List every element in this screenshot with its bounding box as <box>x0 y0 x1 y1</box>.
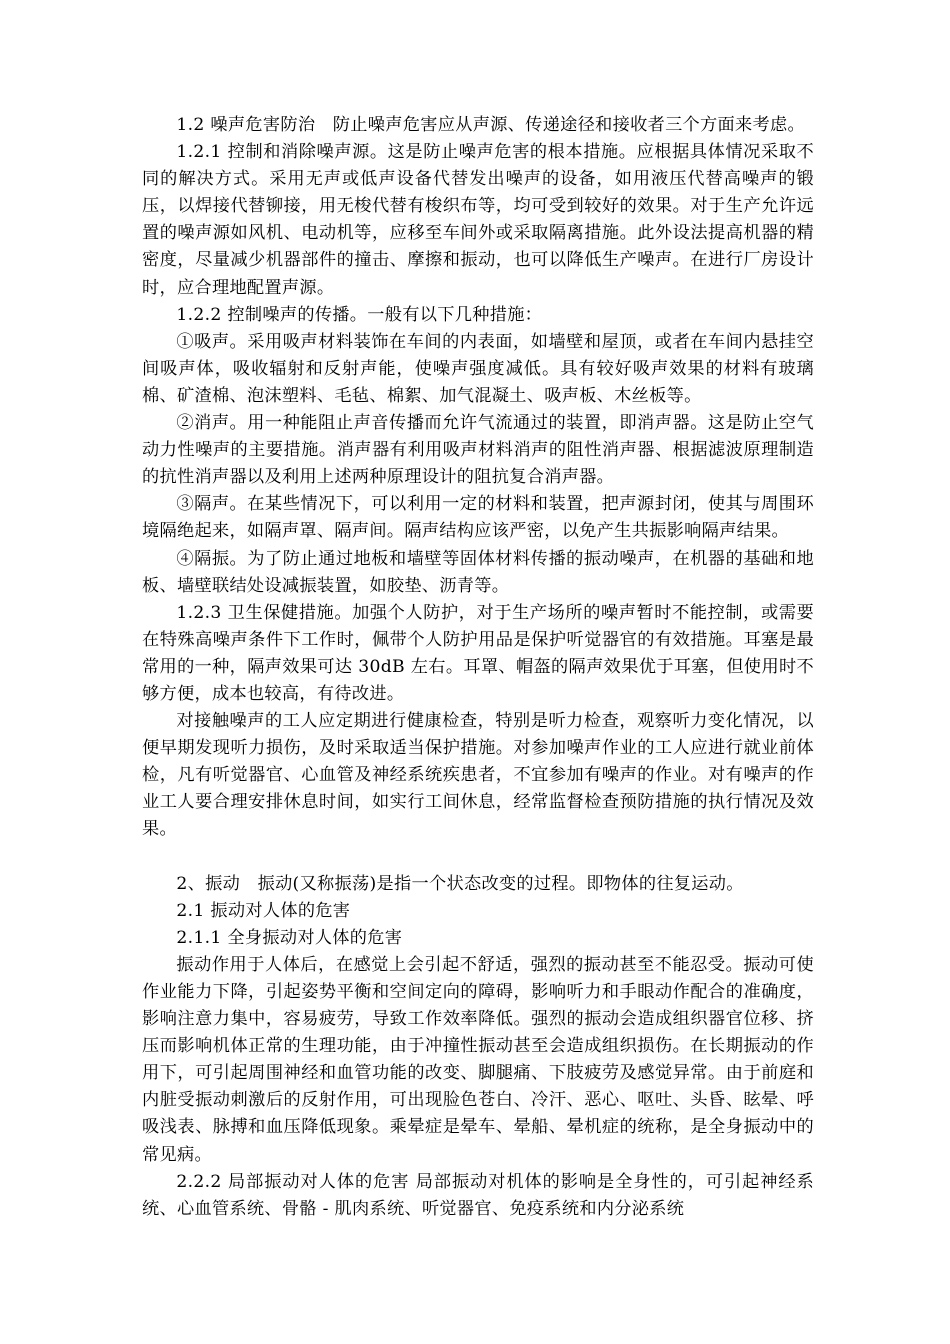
paragraph-whole-body-vibration: 振动作用于人体后，在感觉上会引起不舒适，强烈的振动甚至不能忍受。振动可使作业能力下降，引起姿势平衡和空间定向的障碍，影响听力和手眼动作配合的准确度，影响注意力集中，容易疲劳，导致工作效率降低。强烈的振动会造成组织器官位移、挤压而影响机体正常的生理功能，由于冲撞性振动甚至会造成组织损伤。在长期振动的作用下，可引起周围神经和血管功能的改变、脚腿痛、下肢疲劳及感觉异常。由于前庭和内脏受振动刺激后的反射作用，可出现脸色苍白、冷汗、恶心、呕吐、头昏、眩晕、呼吸浅表、脉搏和血压降低现象。乘晕症是晕车、晕船、晕机症的统称，是全身振动中的常见病。 <box>142 954 814 1165</box>
paragraph-1-2: 1.2 噪声危害防治 防止噪声危害应从声源、传递途径和接收者三个方面来考虑。 <box>176 115 805 135</box>
paragraph-spacer <box>142 844 814 871</box>
paragraph-vibration-isolation: ④隔振。为了防止通过地板和墙壁等固体材料传播的振动噪声，在机器的基础和地板、墙壁联结处设减振装置，如胶垫、沥青等。 <box>142 548 814 596</box>
paragraph-1-2-1: 1.2.1 控制和消除噪声源。这是防止噪声危害的根本措施。应根据具体情况采取不同的解决方式。采用无声或低声设备代替发出噪声的设备，如用液压代替高噪声的锻压，以焊接代替铆接，用无梭代替有梭织布等，均可受到较好的效果。对于生产允许远置的噪声源如风机、电动机等，应移至车间外或采取隔离措施。此外设法提高机器的精密度，尽量减少机器部件的撞击、摩擦和振动，也可以降低生产噪声。在进行厂房设计时，应合理地配置声源。 <box>142 142 814 298</box>
paragraph-2-vibration: 2、振动 振动(又称振荡)是指一个状态改变的过程。即物体的往复运动。 <box>176 873 744 894</box>
paragraph-muffling: ②消声。用一种能阻止声音传播而允许气流通过的装置，即消声器。这是防止空气动力性噪声的主要措施。消声器有利用吸声材料消声的阻性消声器、根据滤波原理制造的抗性消声器以及利用上述两种原理设计的阻抗复合消声器。 <box>142 413 814 488</box>
document-page <box>142 112 814 1223</box>
paragraph-1-2-3: 1.2.3 卫生保健措施。加强个人防护，对于生产场所的噪声暂时不能控制，或需要在特殊高噪声条件下工作时，佩带个人防护用品是保护听觉器官的有效措施。耳塞是最常用的一种，隔声效果可达 30dB 左右。耳罩、帽盔的隔声效果优于耳塞，但使用时不够方便，成本也较高，有待改进。 <box>142 602 814 704</box>
paragraph-2-2-2: 2.2.2 局部振动对人体的危害 局部振动对机体的影响是全身性的，可引起神经系统、心血管系统、骨骼 - 肌肉系统、听觉器官、免疫系统和内分泌系统 <box>142 1171 814 1219</box>
paragraph-sound-insulation: ③隔声。在某些情况下，可以利用一定的材料和装置，把声源封闭，使其与周围环境隔绝起来，如隔声罩、隔声间。隔声结构应该严密，以免产生共振影响隔声结果。 <box>142 494 814 542</box>
heading-2-1-1: 2.1.1 全身振动对人体的危害 <box>176 927 403 948</box>
paragraph-health-checks: 对接触噪声的工人应定期进行健康检查，特别是听力检查，观察听力变化情况，以便早期发现听力损伤，及时采取适当保护措施。对参加噪声作业的工人应进行就业前体检，凡有听觉器官、心血管及神经系统疾患者，不宜参加有噪声的作业。对有噪声的作业工人要合理安排休息时间，如实行工间休息，经常监督检查预防措施的执行情况及效果。 <box>142 711 814 840</box>
paragraph-1-2-2: 1.2.2 控制噪声的传播。一般有以下几种措施： <box>176 304 543 325</box>
paragraph-sound-absorption: ①吸声。采用吸声材料装饰在车间的内表面，如墙壁和屋顶，或者在车间内悬挂空间吸声体，吸收辐射和反射声能，使噪声强度减低。具有较好吸声效果的材料有玻璃棉、矿渣棉、泡沫塑料、毛毡、棉絮、加气混凝土、吸声板、木丝板等。 <box>142 331 814 406</box>
heading-2-1: 2.1 振动对人体的危害 <box>176 900 351 921</box>
